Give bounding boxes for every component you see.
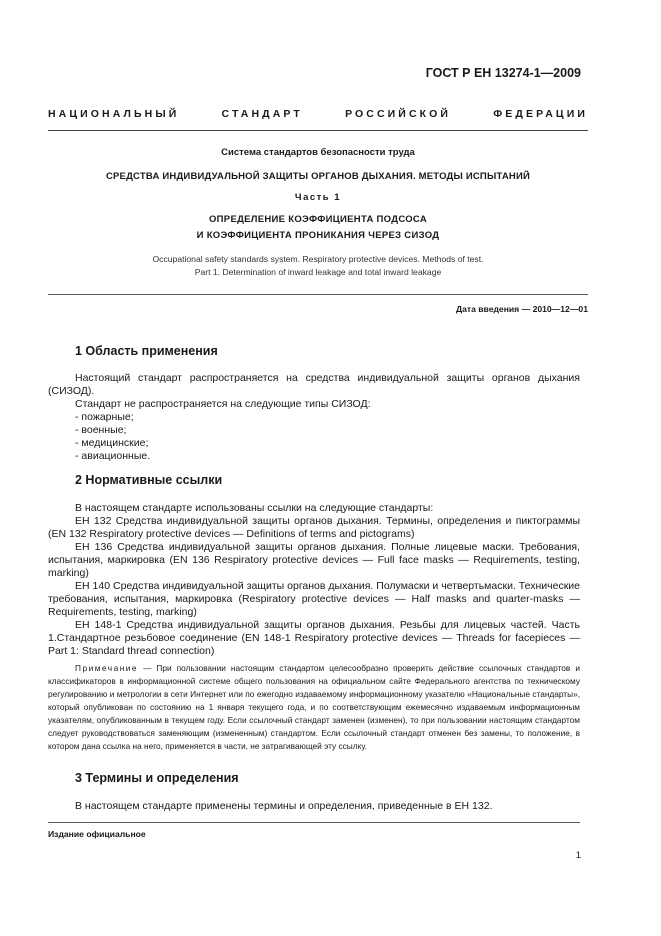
subtitle-line-1: ОПРЕДЕЛЕНИЕ КОЭФФИЦИЕНТА ПОДСОСА — [208, 214, 428, 225]
section-2-body — [48, 502, 580, 658]
list-item: - медицинские; — [75, 437, 149, 449]
english-title-line-2: Part 1. Determination of inward leakage and total inward leakage — [194, 267, 442, 277]
note — [48, 662, 580, 753]
standard-type-title: НАЦИОНАЛЬНЫЙ СТАНДАРТ РОССИЙСКОЙ ФЕДЕРАЦИИ — [48, 108, 588, 120]
section-2-intro: В настоящем стандарте использованы ссылки на следующие стандарты: — [75, 502, 434, 514]
middle-divider — [48, 294, 588, 295]
introduction-date: Дата введения — 2010—12—01 — [455, 304, 588, 314]
list-item: - авиационные. — [75, 450, 151, 462]
part-label: Часть 1 — [294, 192, 342, 203]
section-3-heading: 3 Термины и определения — [75, 771, 239, 785]
section-1-body — [48, 372, 580, 463]
edition-label: Издание официальное — [48, 829, 146, 839]
footer-divider — [48, 822, 580, 823]
section-2-heading: 2 Нормативные ссылки — [75, 473, 223, 487]
note-text: — При пользовании настоящим стандартом целесообразно проверить действие ссылочных стандартов и классификаторов в информационной системе общего пользования на официальном сайте Федерального агентства по техническому регулированию и метрологии в сети Интернет или по ежегодно издаваемому информационному указателю «Национальные стандарты», который опубликован по состоянию на 1 января текущего года, и по соответствующим ежемесячно издаваемым информационным указателям, опубликованным в текущем году. Если ссылочный стандарт заменен (изменен), то при пользовании настоящим стандартом следует руководствоваться заменяющим (измененным) стандартом. Если ссылочный стандарт отменен без замены, то положение, в котором дана ссылка на него, применяется в части, не затрагивающей эту ссылку. — [48, 663, 580, 751]
reference-item: ЕН 132 Средства индивидуальной защиты органов дыхания. Термины, определения и пиктограммы (EN 132 Respiratory protective devices — Definitions of terms and pictograms) — [48, 515, 580, 540]
note-label: Примечание — [75, 663, 139, 673]
english-title-line-1: Occupational safety standards system. Respiratory protective devices. Methods of test. — [152, 254, 484, 264]
document-code: ГОСТ Р ЕН 13274-1—2009 — [425, 66, 581, 80]
top-divider — [48, 130, 588, 131]
section-3-body — [48, 800, 580, 813]
reference-item: ЕН 136 Средства индивидуальной защиты органов дыхания. Полные лицевые маски. Требования, испытания, маркировка (EN 136 Respiratory protective devices — Full face masks — Requirements, testing, marking) — [48, 541, 580, 579]
subtitle-line-2: И КОЭФФИЦИЕНТА ПРОНИКАНИЯ ЧЕРЕЗ СИЗОД — [196, 230, 440, 241]
series-title: Система стандартов безопасности труда — [221, 147, 415, 158]
list-item: - пожарные; — [75, 411, 134, 423]
section-1-text-1: Настоящий стандарт распространяется на средства индивидуальной защиты органов дыхания (СИЗОД). — [48, 372, 580, 397]
section-1-heading: 1 Область применения — [75, 344, 218, 358]
reference-item: ЕН 148-1 Средства индивидуальной защиты органов дыхания. Резьбы для лицевых частей. Часть 1.Стандартное резьбовое соединение (EN 148-1 Respiratory protective devices — Threads for facepieces — Part 1: Standard thread connection) — [48, 619, 580, 657]
page-number: 1 — [575, 850, 581, 861]
main-title: СРЕДСТВА ИНДИВИДУАЛЬНОЙ ЗАЩИТЫ ОРГАНОВ ДЫХАНИЯ. МЕТОДЫ ИСПЫТАНИЙ — [105, 171, 531, 182]
section-3-text: В настоящем стандарте применены термины и определения, приведенные в ЕН 132. — [75, 800, 493, 812]
english-title — [48, 253, 588, 279]
section-1-text-2: Стандарт не распространяется на следующие типы СИЗОД: — [75, 398, 371, 410]
list-item: - военные; — [75, 424, 127, 436]
reference-item: ЕН 140 Средства индивидуальной защиты органов дыхания. Полумаски и четвертьмаски. Технические требования, испытания, маркировка (Respiratory protective devices — Half masks and quarter-masks — Requirements, testing, marking) — [48, 580, 580, 618]
subtitle — [48, 212, 588, 244]
